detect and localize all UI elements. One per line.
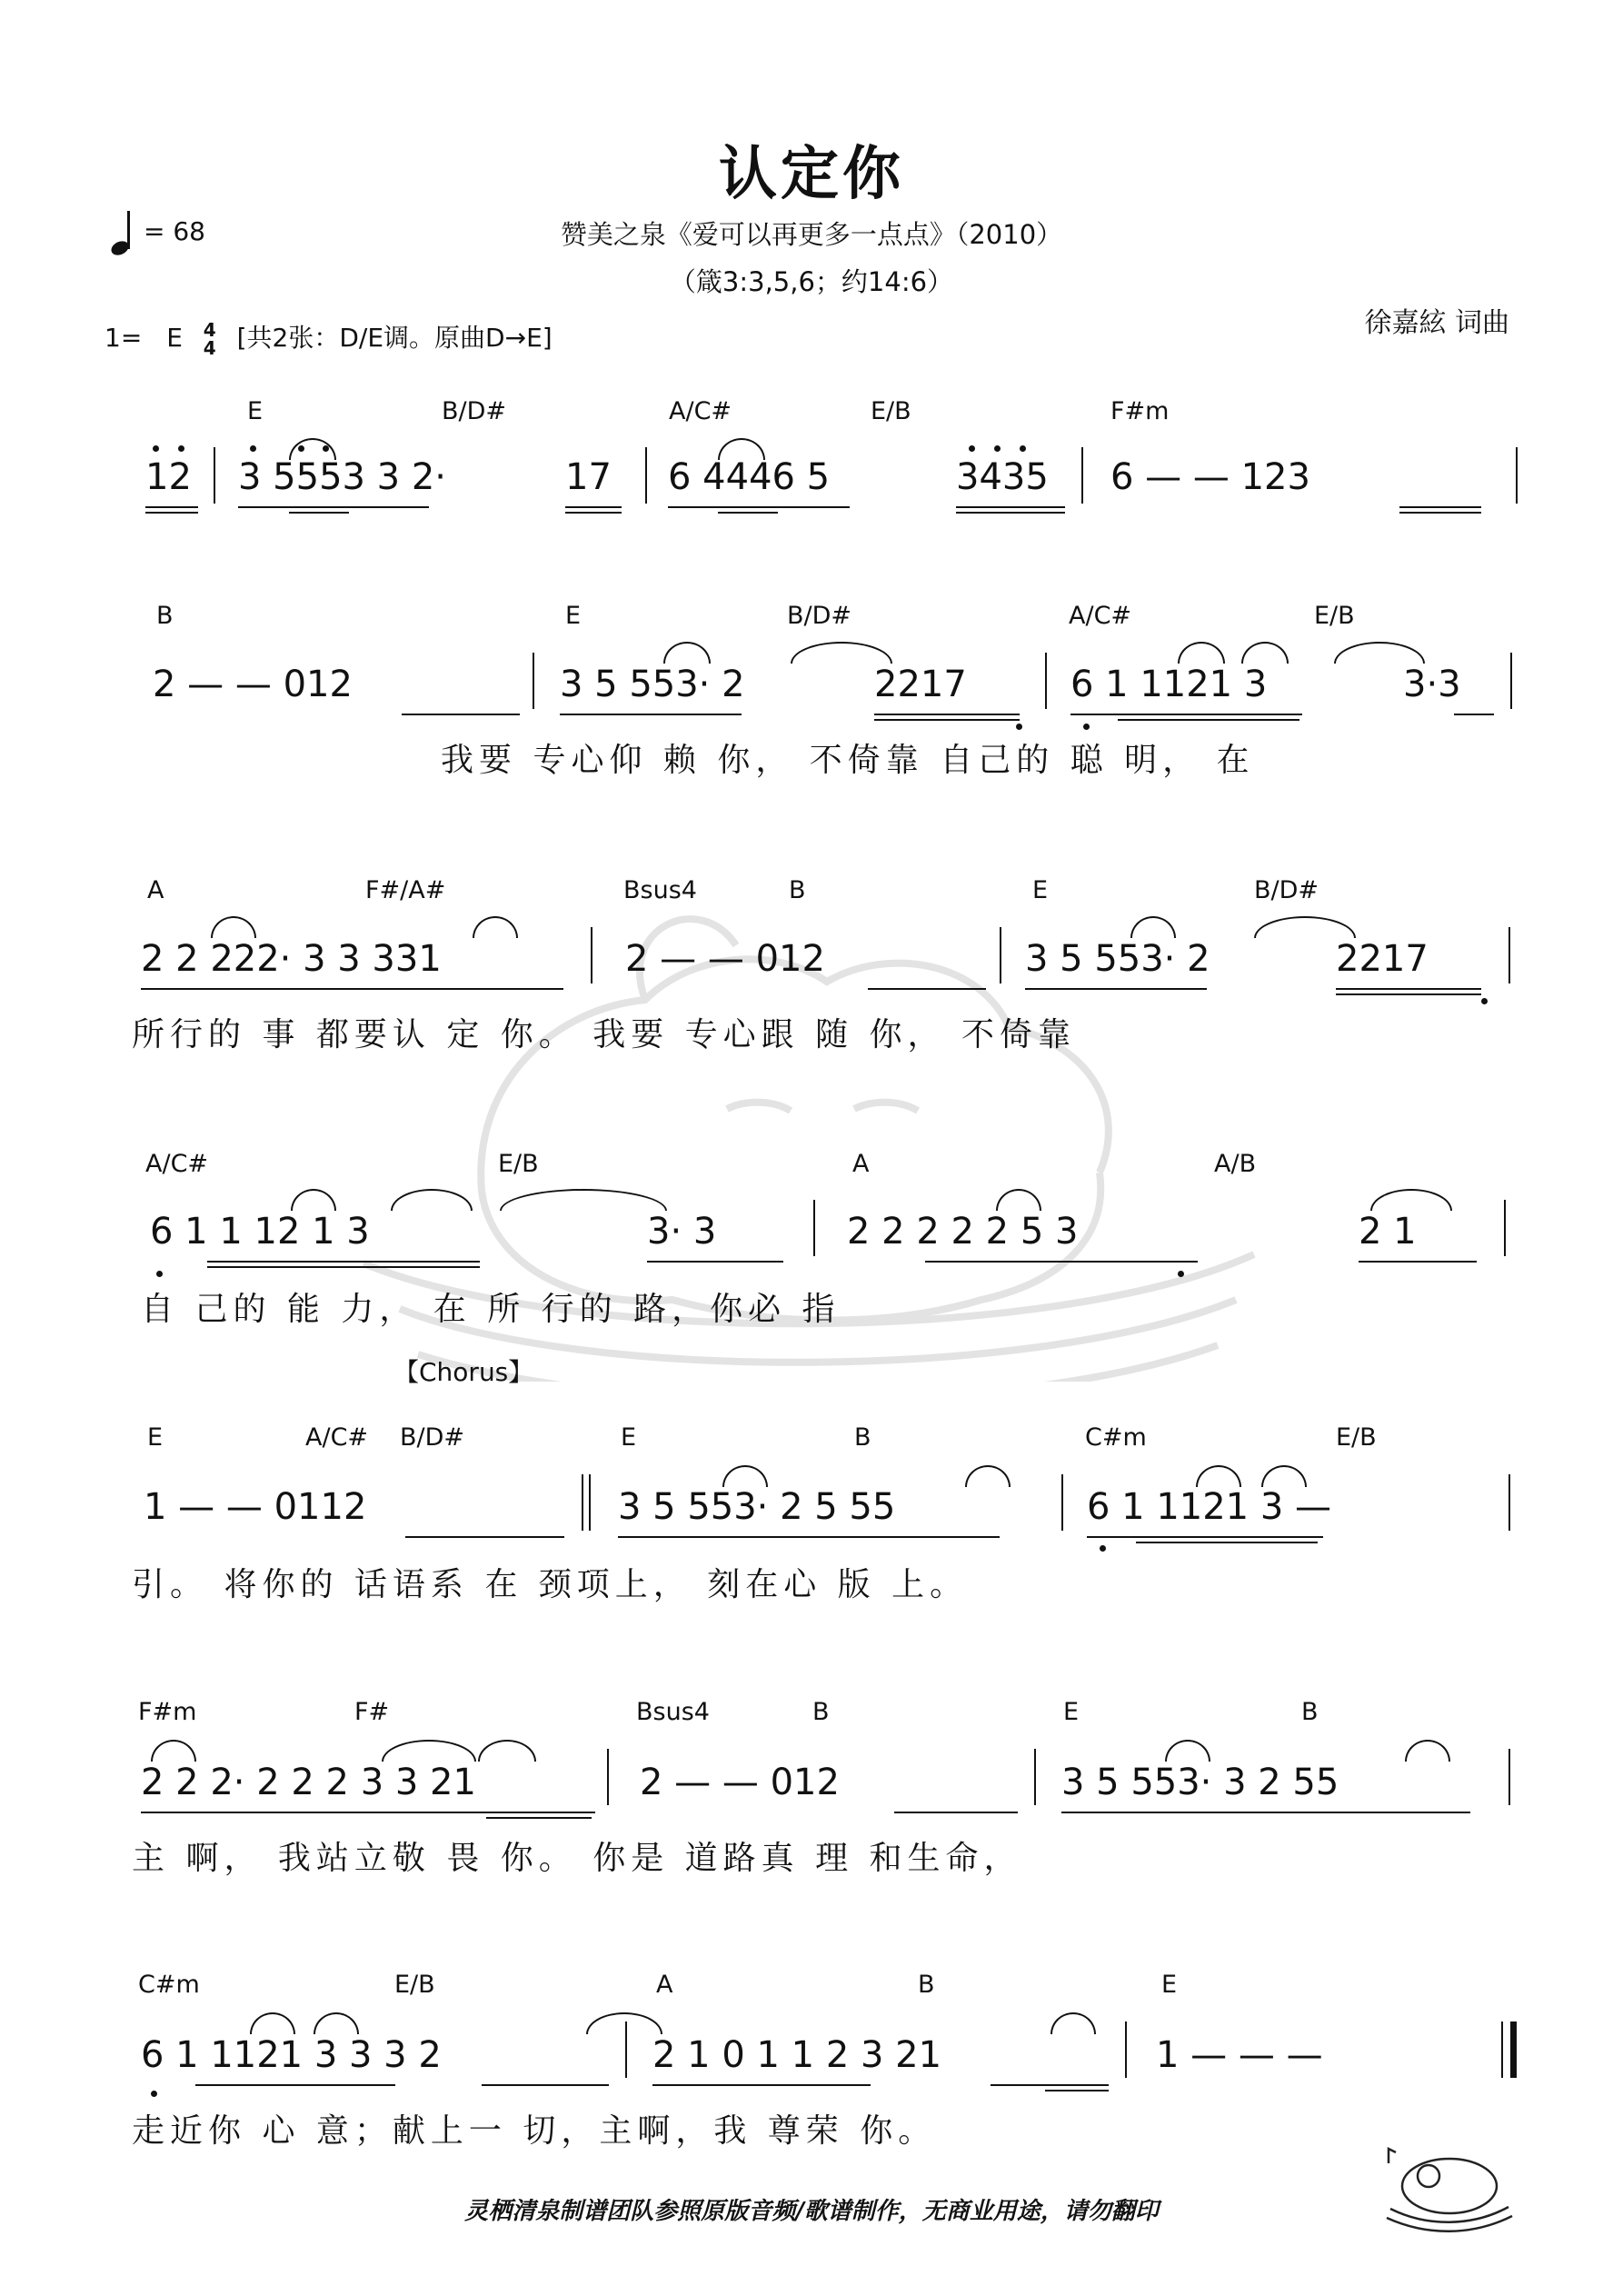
underline: [1025, 988, 1207, 990]
octave-dot: [969, 445, 975, 452]
tie-arc: [791, 642, 892, 664]
notes-measure: 2 — — 012: [625, 938, 825, 980]
underline: [874, 719, 1020, 721]
lyric-line: 所行的 事 都要认 定 你。 我要 专心跟 随 你， 不倚靠: [132, 1016, 1076, 1053]
chord: E/B: [1336, 1423, 1377, 1452]
chord: F#: [354, 1698, 390, 1726]
final-bar-line: [1501, 2021, 1503, 2078]
underline: [1359, 1261, 1477, 1263]
underline: [482, 2084, 609, 2086]
octave-dot: [1100, 1545, 1106, 1552]
chord: F#/A#: [365, 876, 446, 904]
underline: [925, 1261, 1198, 1263]
chord: E/B: [394, 1971, 435, 1999]
tie-arc: [1165, 1740, 1210, 1762]
scripture-reference: （箴3:3,5,6；约14:6）: [669, 266, 954, 297]
chord: E/B: [871, 397, 911, 425]
underline: [894, 1812, 1018, 1813]
key-name: E: [166, 323, 183, 353]
octave-dot: [151, 2091, 157, 2097]
tie-arc: [1405, 1740, 1450, 1762]
copyright-footer: 灵栖清泉制谱团队参照原版音频/歌谱制作，无商业用途，请勿翻印: [464, 2198, 1159, 2225]
underline: [718, 512, 778, 514]
chord: E/B: [498, 1150, 539, 1178]
chord: B/D#: [442, 397, 507, 425]
chord: A/C#: [669, 397, 732, 425]
octave-dot: [156, 1271, 163, 1277]
notes-measure: 2 — — 012: [153, 664, 353, 705]
notes-measure: 2 — — 012: [640, 1762, 840, 1803]
chord: B: [854, 1423, 871, 1452]
bar-line: [1510, 653, 1512, 709]
chord: F#m: [138, 1698, 197, 1726]
notes-measure: 6 1 1121 3 3 3 2: [141, 2034, 442, 2076]
tie-arc: [211, 916, 256, 938]
sheep-logo-icon: [1381, 2136, 1518, 2236]
underline: [868, 988, 986, 990]
bar-line: [1504, 1200, 1506, 1256]
underline: [1070, 714, 1302, 715]
chord: E: [1063, 1698, 1080, 1726]
underline: [145, 506, 198, 508]
notes-measure: 2 2 2· 2 2 2 3 3 21: [141, 1762, 476, 1803]
underline: [618, 1536, 1000, 1538]
meter-top: 4: [203, 319, 216, 341]
time-signature: [204, 321, 216, 357]
notes-measure: 1 — — —: [1156, 2034, 1323, 2076]
lyric-line: 我要 专心仰 赖 你， 不倚靠 自己的 聪 明， 在: [441, 742, 1255, 779]
tempo-value: = 68: [144, 216, 205, 246]
bar-line: [645, 447, 647, 504]
chord: B: [918, 1971, 935, 1999]
octave-dot: [1481, 998, 1488, 1004]
tie-arc: [314, 2012, 359, 2034]
underline: [991, 2084, 1109, 2086]
underline: [141, 988, 563, 990]
bar-line: [214, 447, 215, 504]
chord: A: [656, 1971, 673, 1999]
quarter-note-icon: [111, 211, 134, 255]
tie-arc: [291, 1189, 336, 1211]
chord: E: [1161, 1971, 1178, 1999]
chord: B: [156, 602, 174, 630]
notes-measure: 2 1 0 1 1 2 3 21: [652, 2034, 942, 2076]
underline: [560, 714, 742, 715]
notes-fragment: 3·3: [1403, 664, 1461, 705]
chord: Bsus4: [623, 876, 697, 904]
composer-credit: 徐嘉絃 词曲: [1364, 307, 1509, 339]
underline: [1087, 1536, 1323, 1538]
notes-fragment: 2 1: [1359, 1211, 1417, 1253]
tie-arc: [722, 1465, 768, 1487]
notes-measure: 3 5 553· 2 5 55: [618, 1486, 896, 1528]
chord: B: [789, 876, 806, 904]
notes-measure: 1 — — 0112: [144, 1486, 367, 1528]
tie-arc: [1334, 642, 1425, 664]
underline: [1399, 506, 1481, 508]
notes-measure: 3 5 553· 2: [1025, 938, 1210, 980]
song-title: 认定你: [719, 141, 904, 208]
notes-measure: 3 5 553· 3 2 55: [1061, 1762, 1339, 1803]
chord: A: [147, 876, 164, 904]
underline: [1336, 993, 1481, 995]
underline: [565, 506, 622, 508]
underline: [141, 1812, 595, 1813]
notes-measure: 3 5553 3 2·: [238, 456, 447, 498]
notes-measure: 6 1 1 12 1 3: [150, 1211, 370, 1253]
underline: [486, 1817, 592, 1819]
underline: [874, 714, 1020, 715]
chord: F#m: [1110, 397, 1170, 425]
tie-arc: [289, 438, 336, 460]
tie-arc: [1196, 1465, 1241, 1487]
underline: [207, 1261, 480, 1263]
album-subtitle: 赞美之泉《爱可以再更多一点点》（2010）: [560, 219, 1063, 250]
notes-measure: 6 1 1121 3: [1070, 664, 1268, 705]
notes-measure: 6 4446 5: [668, 456, 831, 498]
lyric-line: 主 啊， 我站立敬 畏 你。 你是 道路真 理 和生命，: [132, 1840, 1022, 1877]
chord: A: [852, 1150, 870, 1178]
tie-arc: [965, 1465, 1011, 1487]
tie-arc: [1241, 642, 1289, 664]
chord: E: [621, 1423, 637, 1452]
notes-fragment: 2217: [874, 664, 967, 705]
tie-arc: [1261, 1465, 1307, 1487]
underline: [238, 506, 429, 508]
notes-measure: 6 — — 123: [1110, 456, 1310, 498]
bar-line: [1508, 1474, 1510, 1531]
double-bar-line: [589, 1474, 591, 1531]
final-bar-line: [1510, 2021, 1517, 2078]
tie-arc: [718, 438, 765, 460]
chord: B: [812, 1698, 830, 1726]
chord: C#m: [1085, 1423, 1147, 1452]
underline: [402, 714, 520, 715]
chord: E: [147, 1423, 164, 1452]
octave-dot: [178, 445, 184, 452]
bar-line: [813, 1200, 815, 1256]
notes-fragment: 3· 3: [647, 1211, 717, 1253]
tie-arc: [1370, 1189, 1452, 1211]
notes-measure: 3 5 553· 2: [560, 664, 745, 705]
octave-dot: [1020, 445, 1026, 452]
octave-dot: [1178, 1271, 1184, 1277]
bar-line: [1061, 1474, 1063, 1531]
chord: Bsus4: [636, 1698, 710, 1726]
octave-dot: [153, 445, 159, 452]
chord: B/D#: [1254, 876, 1319, 904]
tie-arc: [663, 642, 711, 664]
octave-dot: [323, 445, 329, 452]
underline: [647, 1261, 783, 1263]
octave-dot: [298, 445, 304, 452]
bar-line: [533, 653, 534, 709]
chord: B: [1301, 1698, 1319, 1726]
tempo-marking: [111, 211, 205, 255]
underline: [1399, 512, 1481, 514]
octave-dot: [250, 445, 256, 452]
key-note: [共2张：D/E调。原曲D→E]: [236, 323, 553, 353]
underline: [289, 512, 349, 514]
chord: A/C#: [145, 1150, 209, 1178]
underline: [668, 506, 850, 508]
notes-measure: 2 2 2 2 2 5 3: [847, 1211, 1079, 1253]
underline: [1045, 2090, 1109, 2091]
tie-arc: [151, 1740, 196, 1762]
notes-fragment: 2217: [1336, 938, 1429, 980]
notes-fragment: 3435: [956, 456, 1049, 498]
chord: C#m: [138, 1971, 200, 1999]
underline: [956, 512, 1065, 514]
bar-line: [1000, 927, 1001, 983]
underline: [565, 512, 622, 514]
chord: E/B: [1314, 602, 1355, 630]
underline: [1118, 719, 1299, 721]
chord: E: [1032, 876, 1049, 904]
octave-dot: [1016, 724, 1022, 730]
notes-fragment: 17: [565, 456, 612, 498]
tie-arc: [586, 2012, 662, 2034]
octave-dot: [994, 445, 1001, 452]
bar-line: [1125, 2021, 1127, 2078]
bar-line: [1081, 447, 1083, 504]
lyric-line: 引。 将你的 话语系 在 颈项上， 刻在心 版 上。: [132, 1566, 969, 1603]
bar-line: [1034, 1749, 1036, 1805]
underline: [207, 1266, 480, 1268]
bar-line: [591, 927, 592, 983]
underline: [195, 2084, 395, 2086]
chord: A/B: [1214, 1150, 1257, 1178]
tie-arc: [478, 1740, 536, 1762]
octave-dot: [1083, 724, 1090, 730]
chord: B/D#: [400, 1423, 465, 1452]
bar-line: [607, 1749, 609, 1805]
bar-line: [1045, 653, 1047, 709]
chord: E: [247, 397, 264, 425]
chord: A/C#: [1069, 602, 1132, 630]
chord: B/D#: [787, 602, 852, 630]
tie-arc: [1050, 2012, 1096, 2034]
underline: [405, 1536, 564, 1538]
meter-bottom: 4: [203, 337, 216, 359]
tie-arc: [382, 1740, 476, 1762]
chord: A/C#: [305, 1423, 369, 1452]
double-bar-line: [582, 1474, 583, 1531]
chorus-label: 【Chorus】: [393, 1357, 534, 1387]
bar-line: [1516, 447, 1518, 504]
key-signature: [105, 318, 553, 357]
underline: [1336, 988, 1481, 990]
tie-arc: [250, 2012, 295, 2034]
notes-measure: 6 1 1121 3 —: [1087, 1486, 1332, 1528]
notes-pickup: 12: [145, 456, 192, 498]
lyric-line: 走近你 心 意；献上一 切，主啊，我 尊荣 你。: [132, 2112, 937, 2150]
underline: [1136, 1542, 1318, 1543]
bar-line: [1508, 927, 1510, 983]
key-prefix: 1=: [105, 323, 143, 353]
bar-line: [1508, 1749, 1510, 1805]
underline: [956, 506, 1065, 508]
lyric-line: 自 己的 能 力， 在 所 行的 路，你必 指: [141, 1291, 841, 1328]
chord: E: [565, 602, 582, 630]
tie-arc: [1178, 642, 1225, 664]
underline: [145, 512, 198, 514]
notes-measure: 2 2 222· 3 3 331: [141, 938, 442, 980]
underline: [652, 2084, 871, 2086]
underline: [1061, 1812, 1470, 1813]
underline: [1454, 714, 1494, 715]
